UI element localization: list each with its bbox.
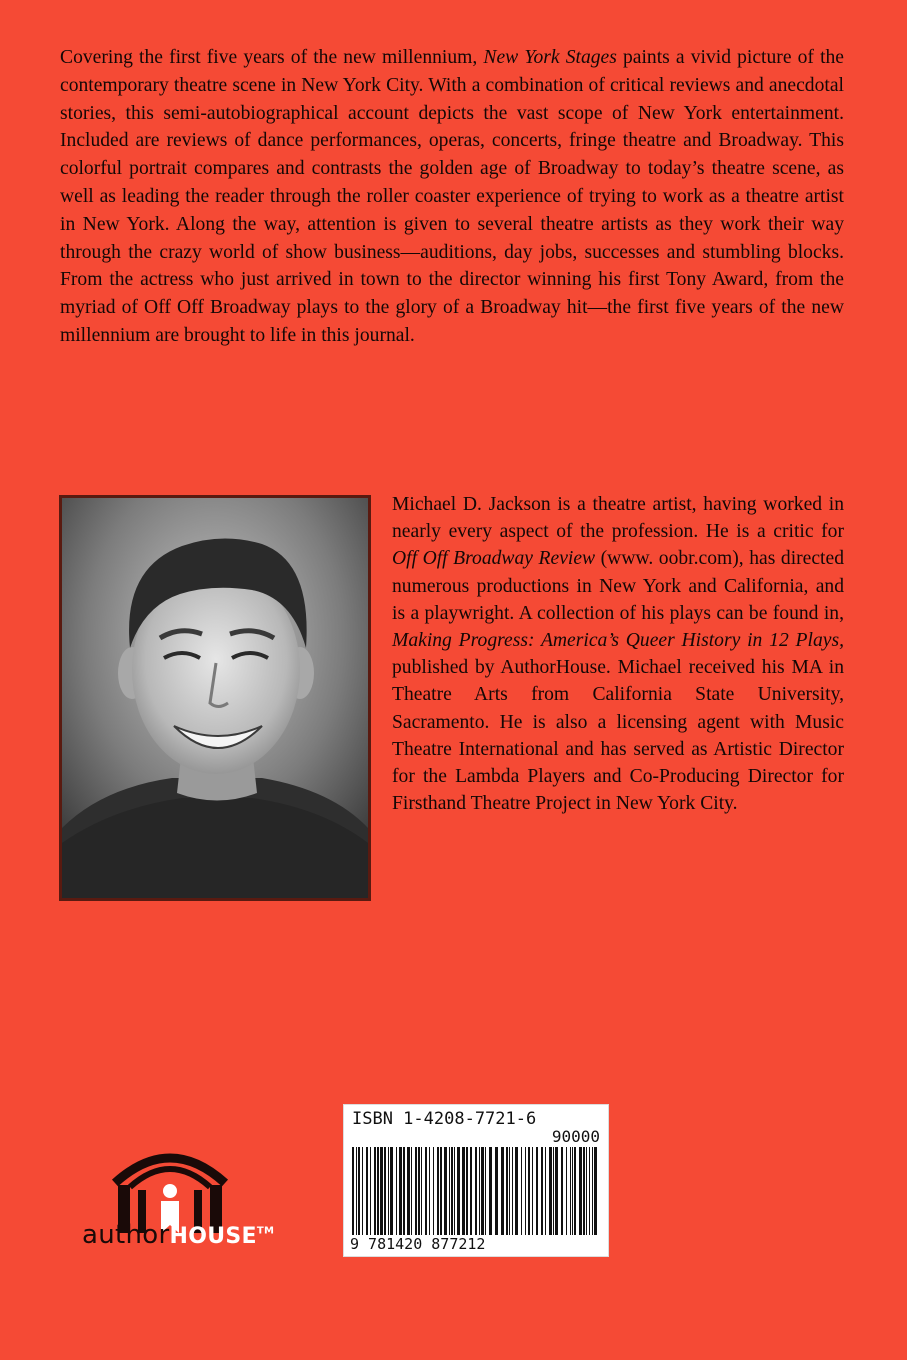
barcode-bar — [377, 1147, 379, 1235]
barcode-bar — [572, 1147, 573, 1235]
barcode-bar — [541, 1147, 543, 1235]
barcode-bar — [470, 1147, 472, 1235]
barcode-bar — [421, 1147, 422, 1235]
barcode-bar — [525, 1147, 526, 1235]
isbn-label: ISBN 1-4208-7721-6 — [352, 1109, 537, 1129]
barcode-bar — [489, 1147, 492, 1235]
barcode-bar — [536, 1147, 538, 1235]
barcode-bar — [449, 1147, 450, 1235]
barcode-bar — [399, 1147, 402, 1235]
barcode-bar — [506, 1147, 508, 1235]
barcode-bar — [429, 1147, 430, 1235]
barcode-bar — [396, 1147, 397, 1235]
barcode-bar — [466, 1147, 468, 1235]
book-title: New York Stages — [483, 47, 617, 68]
barcode-bar — [553, 1147, 554, 1235]
barcode-bar — [418, 1147, 420, 1235]
barcode-bar — [388, 1147, 389, 1235]
barcode-bar — [433, 1147, 434, 1235]
barcode-bar — [451, 1147, 453, 1235]
barcode-bar — [457, 1147, 460, 1235]
barcode-bar — [366, 1147, 368, 1235]
barcode-bar — [574, 1147, 576, 1235]
barcode-bar — [512, 1147, 513, 1235]
barcode-bar — [415, 1147, 417, 1235]
barcode-bar — [566, 1147, 567, 1235]
book-description — [60, 44, 844, 350]
barcode-bar — [352, 1147, 354, 1235]
blurb-text-2: paints a vivid picture of the contemporary theatre scene in New York City. With a combination of critical reviews and anecdotal stories, this semi-autobiographical account depicts the vast scope of New York entertainment. Included are reviews of dance performances, operas, concerts, fringe theatre and Broadway. This colorful portrait compares and contrasts the golden age of Broadway to today’s theatre scene, as well as leading the reader through the roller coaster experience of trying to work as a theatre artist in New York. Along the way, attention is given to several theatre artists as they work their way through the crazy world of show business—auditions, day jobs, successes and stumbling blocks. From the actress who just arrived in town to the director winning his first Tony Award, from the myriad of Off Off Broadway plays to the glory of a Broadway hit—the first five years of the new millennium are brought to life in this journal. — [60, 47, 845, 346]
bio-text-1: Michael D. Jackson is a theatre artist, having worked in nearly every aspect of the profession. He is a critic for — [392, 494, 844, 543]
plays-book-title: Making Progress: America’s Queer History in 12 Plays, — [392, 630, 844, 652]
barcode-bar — [370, 1147, 371, 1235]
barcode-bar — [501, 1147, 504, 1235]
barcode-bar — [425, 1147, 427, 1235]
barcode-bar — [570, 1147, 571, 1235]
barcode-bar — [592, 1147, 593, 1235]
barcode-bar — [549, 1147, 552, 1235]
barcode-bar — [380, 1147, 383, 1235]
barcode-bar — [454, 1147, 455, 1235]
barcode-bar — [589, 1147, 590, 1235]
barcode-bar — [521, 1147, 522, 1235]
barcode-bar — [594, 1147, 597, 1235]
barcode-bar — [515, 1147, 518, 1235]
barcode-bar — [532, 1147, 533, 1235]
ean-number: 9 781420 877212 — [350, 1235, 486, 1253]
barcode-bar — [475, 1147, 477, 1235]
barcode-bars — [352, 1147, 602, 1235]
barcode-bar — [384, 1147, 386, 1235]
author-photo — [59, 495, 371, 901]
bio-text-2: (www. oobr.com), has directed numerous productions in New York and California, and is a playwright. A collection of his plays can be found in, — [392, 548, 844, 624]
price-code: 90000 — [551, 1127, 600, 1146]
barcode-bar — [437, 1147, 439, 1235]
barcode-bar — [356, 1147, 357, 1235]
barcode-bar — [495, 1147, 498, 1235]
barcode-bar — [358, 1147, 360, 1235]
barcode-bar — [440, 1147, 442, 1235]
barcode-bar — [561, 1147, 563, 1235]
bio-text-3: published by AuthorHouse. Michael received his MA in Theatre Arts from California State University, Sacramento. He is also a licensing agent with Music Theatre International and has served as Artistic Director for the Lambda Players and Co-Producing Director for Firsthand Theatre Project in New York City. — [392, 657, 844, 815]
barcode-bar — [509, 1147, 510, 1235]
barcode-bar — [362, 1147, 363, 1235]
barcode-bar — [586, 1147, 587, 1235]
barcode-bar — [485, 1147, 486, 1235]
author-bio — [392, 491, 844, 817]
barcode-bar — [403, 1147, 405, 1235]
barcode-bar — [444, 1147, 447, 1235]
review-title: Off Off Broadway Review — [392, 548, 596, 570]
barcode-bar — [374, 1147, 376, 1235]
barcode-bar — [583, 1147, 585, 1235]
isbn-barcode — [343, 1104, 609, 1257]
barcode-bar — [481, 1147, 484, 1235]
barcode-bar — [528, 1147, 530, 1235]
trademark-symbol: TM — [256, 1225, 275, 1237]
blurb-text-1: Covering the first five years of the new millennium, — [60, 47, 484, 68]
barcode-bar — [462, 1147, 465, 1235]
barcode-bar — [390, 1147, 393, 1235]
wordmark-house: HOUSE — [169, 1224, 257, 1249]
barcode-bar — [545, 1147, 546, 1235]
barcode-bar — [407, 1147, 410, 1235]
barcode-bar — [411, 1147, 412, 1235]
author-portrait-image — [62, 498, 368, 898]
barcode-bar — [579, 1147, 582, 1235]
barcode-bar — [555, 1147, 558, 1235]
barcode-bar — [479, 1147, 480, 1235]
wordmark-author: author — [82, 1220, 170, 1250]
publisher-wordmark — [82, 1220, 274, 1250]
